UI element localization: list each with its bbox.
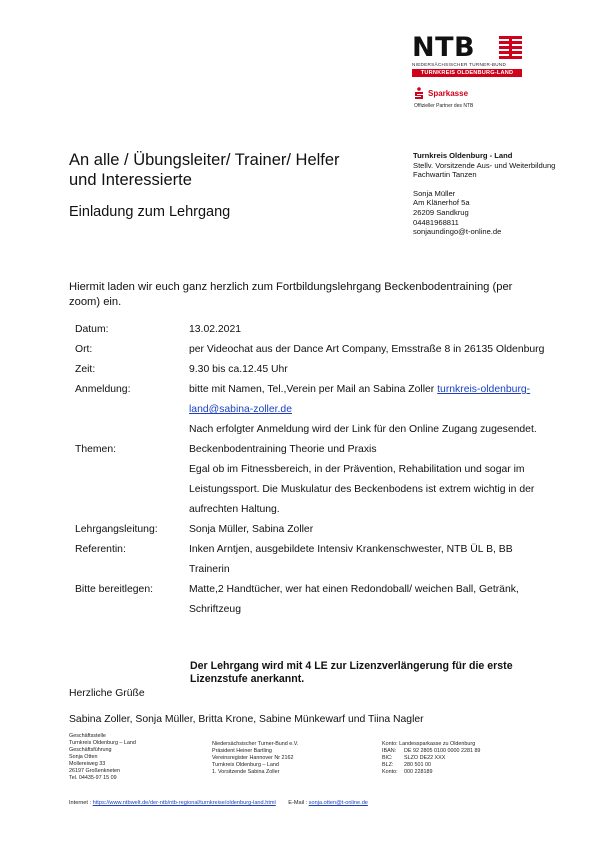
anmeldung-email-link[interactable]: turnkreis-oldenburg-land@sabina-zoller.de	[189, 384, 531, 415]
page-subtitle: Einladung zum Lehrgang	[69, 204, 231, 220]
sparkasse-icon	[414, 87, 424, 99]
sparkasse-text: Sparkasse	[428, 88, 469, 98]
footer-contact-line	[69, 800, 368, 806]
footer-office-line: 26197 Großenkneten	[69, 768, 120, 774]
turner-cross-icon	[498, 36, 524, 60]
sparkasse-logo	[414, 87, 468, 99]
value-ort: per Videochat aus der Dance Art Company, Emsstraße 8 in 26135 Oldenburg	[189, 344, 545, 355]
footer-assoc-line: 1. Vorsitzende Sabina Zoller	[212, 769, 280, 775]
internet-label: Internet :	[69, 800, 92, 806]
footer-office	[69, 733, 209, 782]
themen-line-2: Egal ob im Fitnessbereich, in der Prävention, Rehabilitation und sogar im Leistungssport. Die Muskulatur des Beckenbodens ist extrem wichtig in der aufrechten Haltung.	[189, 464, 535, 515]
footer-office-title: Geschäftsstelle	[69, 733, 106, 739]
footer-iban: IBAN: DE 92 2805 0100 0000 2281 89	[382, 748, 481, 754]
row-mitbringen	[75, 580, 545, 620]
footer-office-line: Turnkreis Oldenburg – Land	[69, 740, 136, 746]
footer-bank	[382, 741, 522, 776]
footer-office-line: Sonja Otten	[69, 754, 98, 760]
label-referentin: Referentin:	[75, 544, 126, 555]
row-anmeldung	[75, 380, 545, 440]
row-leitung	[75, 520, 545, 540]
value-datum: 13.02.2021	[189, 324, 242, 335]
footer-association	[212, 741, 372, 776]
footer-email-link[interactable]: sonja.otten@t-online.de	[308, 800, 368, 806]
partner-text: Offizieller Partner des NTB	[414, 103, 474, 109]
logo-brand: NTB	[412, 32, 476, 63]
label-datum: Datum:	[75, 324, 109, 335]
value-leitung: Sonja Müller, Sabina Zoller	[189, 524, 314, 535]
themen-line-1: Beckenbodentraining Theorie und Praxis	[189, 444, 377, 455]
value-anmeldung	[189, 380, 545, 440]
footer-assoc-line: Turnkreis Oldenburg – Land	[212, 762, 279, 768]
sender-role-1: Stellv. Vorsitzende Aus- und Weiterbildung	[413, 160, 556, 170]
anmeldung-text: bitte mit Namen, Tel.,Verein per Mail an Sabina Zoller	[189, 384, 435, 395]
footer-assoc-line: Präsident Heiner Bartling	[212, 748, 272, 754]
row-datum	[75, 320, 545, 340]
row-zeit	[75, 360, 545, 380]
sender-city: 26209 Sandkrug	[413, 207, 469, 217]
sender-email: sonjaundingo@t-online.de	[413, 227, 502, 237]
row-ort	[75, 340, 545, 360]
signature-names: Sabina Zoller, Sonja Müller, Britta Krone, Sabine Münkewarf und Tiina Nagler	[69, 714, 424, 725]
footer-bank-title: Konto: Landessparkasse zu Oldenburg	[382, 741, 476, 747]
title-line-2: und Interessierte	[69, 171, 192, 189]
logo-band: TURNKREIS OLDENBURG-LAND	[412, 69, 522, 77]
intro-text: Hiermit laden wir euch ganz herzlich zum Fortbildungslehrgang Beckenbodentraining (per zoom) ein.	[69, 281, 513, 308]
row-referentin	[75, 540, 545, 580]
anmeldung-note: Nach erfolgter Anmeldung wird der Link für den Online Zugang zugesendet.	[189, 424, 537, 435]
footer-bic: BIC: SLZO DE22 XXX	[382, 755, 446, 761]
footer-office-line: Geschäftsführung	[69, 747, 112, 753]
greeting: Herzliche Grüße	[69, 688, 145, 699]
label-leitung: Lehrgangsleitung:	[75, 524, 158, 535]
sender-street: Am Klänerhof 5a	[413, 198, 470, 208]
footer-office-line: Mollereiweg 33	[69, 761, 106, 767]
footer-assoc-line: Niedersächsischer Turner-Bund e.V.	[212, 741, 299, 747]
logo-subtitle: NIEDERSÄCHSISCHER TURNER-BUND	[412, 62, 507, 67]
page-title	[69, 150, 399, 190]
label-mitbringen: Bitte bereitlegen:	[75, 584, 153, 595]
value-mitbringen: Matte,2 Handtücher, wer hat einen Redondoball/ weichen Ball, Getränk, Schriftzeug	[189, 584, 519, 615]
value-referentin: Inken Arntjen, ausgebildete Intensiv Krankenschwester, NTB ÜL B, BB Trainerin	[189, 544, 513, 575]
value-zeit: 9.30 bis ca.12.45 Uhr	[189, 364, 288, 375]
label-zeit: Zeit:	[75, 364, 96, 375]
sender-block	[413, 151, 588, 237]
internet-link[interactable]: https://www.ntbwelt.de/der-ntb/ntb-regional/turnkreise/oldenburg-land.html	[92, 800, 276, 806]
label-ort: Ort:	[75, 344, 93, 355]
sender-name: Sonja Müller	[413, 188, 456, 198]
email-label: E-Mail :	[288, 800, 308, 806]
label-themen: Themen:	[75, 444, 117, 455]
footer-assoc-line: Vereinsregister Hannover Nr 2162	[212, 755, 294, 761]
sender-org: Turnkreis Oldenburg - Land	[413, 151, 513, 160]
ntb-logo	[412, 32, 527, 109]
row-themen	[75, 440, 545, 520]
title-line-1: An alle / Übungsleiter/ Trainer/ Helfer	[69, 151, 340, 169]
details-table	[75, 320, 545, 620]
license-note: Der Lehrgang wird mit 4 LE zur Lizenzverlängerung für die erste Lizenzstufe anerkannt.	[190, 660, 513, 685]
label-anmeldung: Anmeldung:	[75, 384, 131, 395]
sender-phone: 04481968811	[413, 217, 459, 227]
value-themen	[189, 440, 545, 520]
sender-role-2: Fachwartin Tanzen	[413, 170, 477, 180]
footer-office-phone: Tel. 04435-97 15 09	[69, 775, 117, 781]
footer-konto: Konto: 000 228189	[382, 769, 433, 775]
footer-blz: BLZ: 280 501 00	[382, 762, 431, 768]
